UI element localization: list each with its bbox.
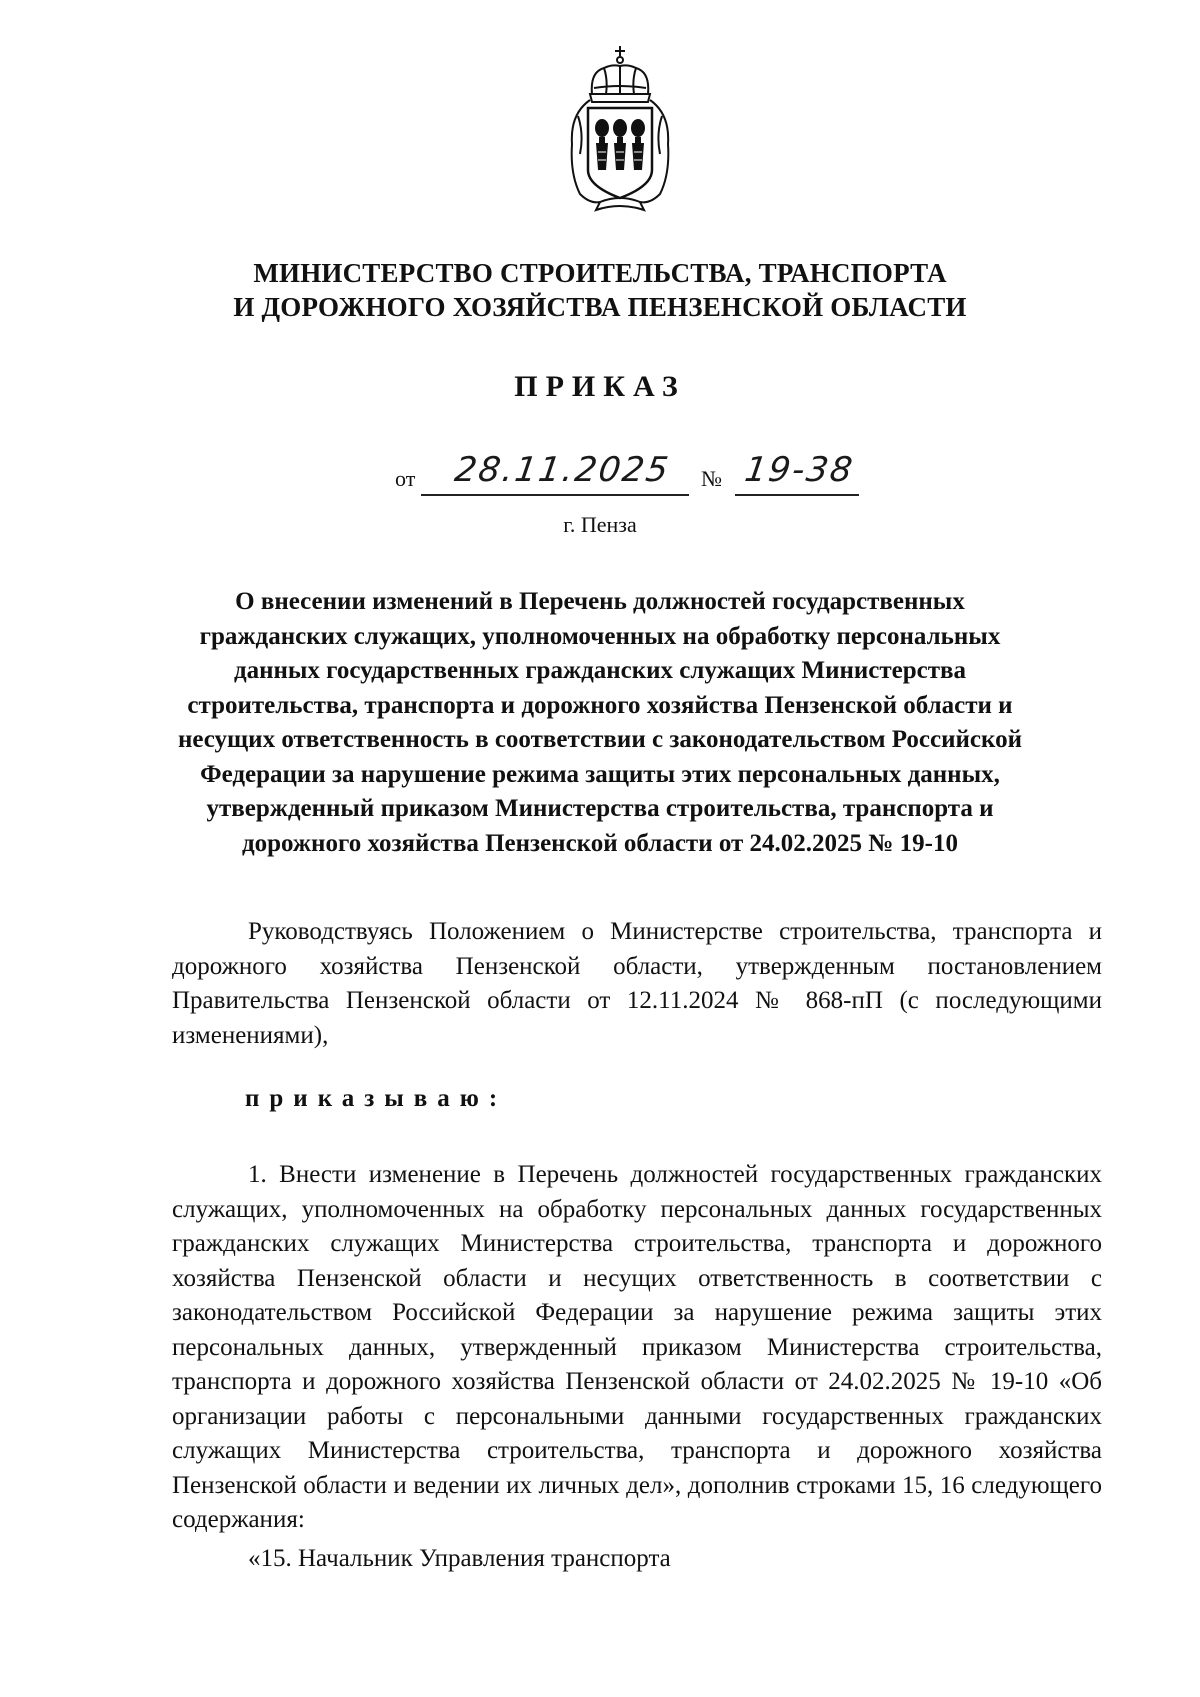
number-field	[735, 452, 859, 496]
ministry-name	[150, 256, 1050, 324]
item-15-line: «15. Начальник Управления транспорта	[248, 1545, 671, 1572]
directive-word: приказываю:	[245, 1085, 508, 1112]
handwritten-date: 28.11.2025	[452, 450, 673, 490]
date-field	[421, 452, 689, 496]
preamble-paragraph: Руководствуясь Положением о Министерстве строительства, транспорта и дорожного хозяйства Пензенской области, утвержденным постановлением Правительства Пензенской области от 12.11.2024 № 868-пП (с последующими изменениями),	[172, 918, 1102, 1049]
handwritten-number: 19-38	[742, 450, 857, 490]
document-subject: О внесении изменений в Перечень должностей государственных гражданских служащих, уполномоченных на обработку персональных данных государственных гражданских служащих Министерства строительства, транспорта и дорожного хозяйства Пензенской области и несущих ответственность в соответствии с законодательством Российской Федерации за нарушение режима защиты этих персональных данных, утвержденный приказом Министерства строительства, транспорта и дорожного хозяйства Пензенской области от 24.02.2025 № 19-10	[177, 588, 1023, 857]
date-prefix: от	[395, 466, 416, 491]
city-label: г. Пенза	[563, 512, 637, 537]
document-type-title: ПРИКАЗ	[514, 370, 686, 403]
ministry-name-line2: И ДОРОЖНОГО ХОЗЯЙСТВА ПЕНЗЕНСКОЙ ОБЛАСТИ	[233, 292, 967, 322]
number-prefix: №	[701, 466, 722, 491]
item-1-paragraph: 1. Внести изменение в Перечень должностей государственных гражданских служащих, уполномоченных на обработку персональных данных государственных гражданских служащих Министерства строительства, транспорта и дорожного хозяйства Пензенской области и несущих ответственность в соответствии с законодательством Российской Федерации за нарушение режима защиты этих персональных данных, утвержденный приказом Министерства строительства, транспорта и дорожного хозяйства Пензенской области от 24.02.2025 № 19-10 «Об организации работы с персональными данными государственных гражданских служащих Министерства строительства, транспорта и дорожного хозяйства Пензенской области и ведении их личных дел», дополнив строками 15, 16 следующего содержания:	[172, 1161, 1102, 1533]
coat-of-arms-icon	[560, 44, 680, 212]
ministry-name-line1: МИНИСТЕРСТВО СТРОИТЕЛЬСТВА, ТРАНСПОРТА	[253, 258, 947, 288]
